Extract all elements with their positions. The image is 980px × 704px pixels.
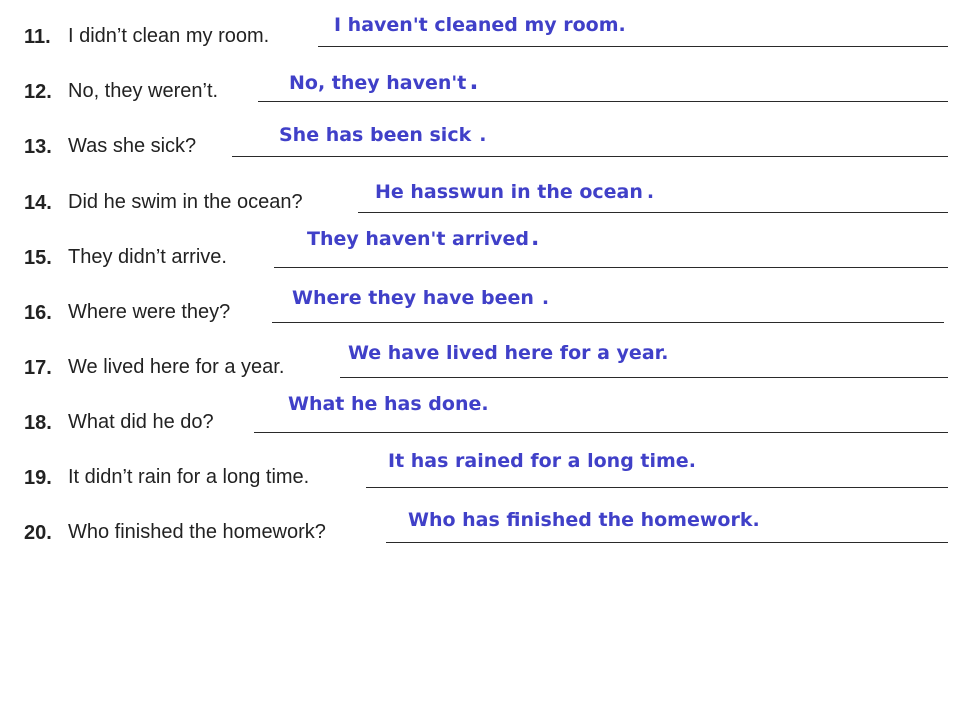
answer-line xyxy=(340,377,948,378)
item-number: 12. xyxy=(24,81,52,103)
answer-period-mark: . xyxy=(479,124,487,146)
exercise-row-13 xyxy=(0,124,980,186)
handwritten-answer: We have lived here for a year. xyxy=(348,342,669,364)
item-number: 14. xyxy=(24,192,52,214)
handwritten-answer: Who has finished the homework. xyxy=(408,509,760,531)
item-number: 15. xyxy=(24,247,52,269)
item-number: 16. xyxy=(24,302,52,324)
question-text: It didn’t rain for a long time. xyxy=(68,466,310,488)
question-text: Did he swim in the ocean? xyxy=(68,191,303,213)
answer-line xyxy=(318,46,948,47)
question-text: No, they weren’t. xyxy=(68,80,219,102)
answer-period-mark: . xyxy=(530,226,540,251)
handwritten-answer: No, they haven't . xyxy=(289,67,479,95)
handwritten-answer: It has rained for a long time. xyxy=(388,450,696,472)
handwritten-answer: What he has done. xyxy=(288,393,489,415)
answer-line xyxy=(258,101,948,102)
item-number: 13. xyxy=(24,136,52,158)
question-text: They didn’t arrive. xyxy=(68,246,227,268)
answer-line xyxy=(272,322,944,323)
question-text: Who finished the homework? xyxy=(68,521,326,543)
exercise-row-20 xyxy=(0,509,980,572)
answer-period-mark: . xyxy=(646,181,655,203)
question-text: What did he do? xyxy=(68,411,214,433)
item-number: 19. xyxy=(24,467,52,489)
exercise-row-12 xyxy=(0,67,980,131)
question-text: We lived here for a year. xyxy=(68,356,285,378)
item-number: 17. xyxy=(24,357,52,379)
handwritten-answer: They haven't arrived. xyxy=(307,226,540,251)
answer-line xyxy=(358,212,948,213)
question-text: Was she sick? xyxy=(68,135,197,157)
handwritten-answer: She has been sick . xyxy=(279,124,487,146)
answer-line xyxy=(254,432,948,433)
item-number: 11. xyxy=(24,26,51,48)
handwritten-answer: He hasswun in the ocean . xyxy=(375,181,655,203)
exercise-row-11 xyxy=(0,14,980,76)
answer-period-mark: . xyxy=(541,287,550,309)
handwritten-answer: Where they have been . xyxy=(292,287,550,309)
item-number: 18. xyxy=(24,412,52,434)
answer-line xyxy=(366,487,948,488)
exercise-row-17 xyxy=(0,342,980,407)
answer-line xyxy=(386,542,948,543)
question-text: Where were they? xyxy=(68,301,231,323)
handwritten-answer: I haven't cleaned my room. xyxy=(334,14,626,36)
answer-line xyxy=(274,267,948,268)
answer-period-mark: . xyxy=(469,67,479,95)
question-text: I didn’t clean my room. xyxy=(68,25,270,47)
item-number: 20. xyxy=(24,522,52,544)
answer-line xyxy=(232,156,948,157)
